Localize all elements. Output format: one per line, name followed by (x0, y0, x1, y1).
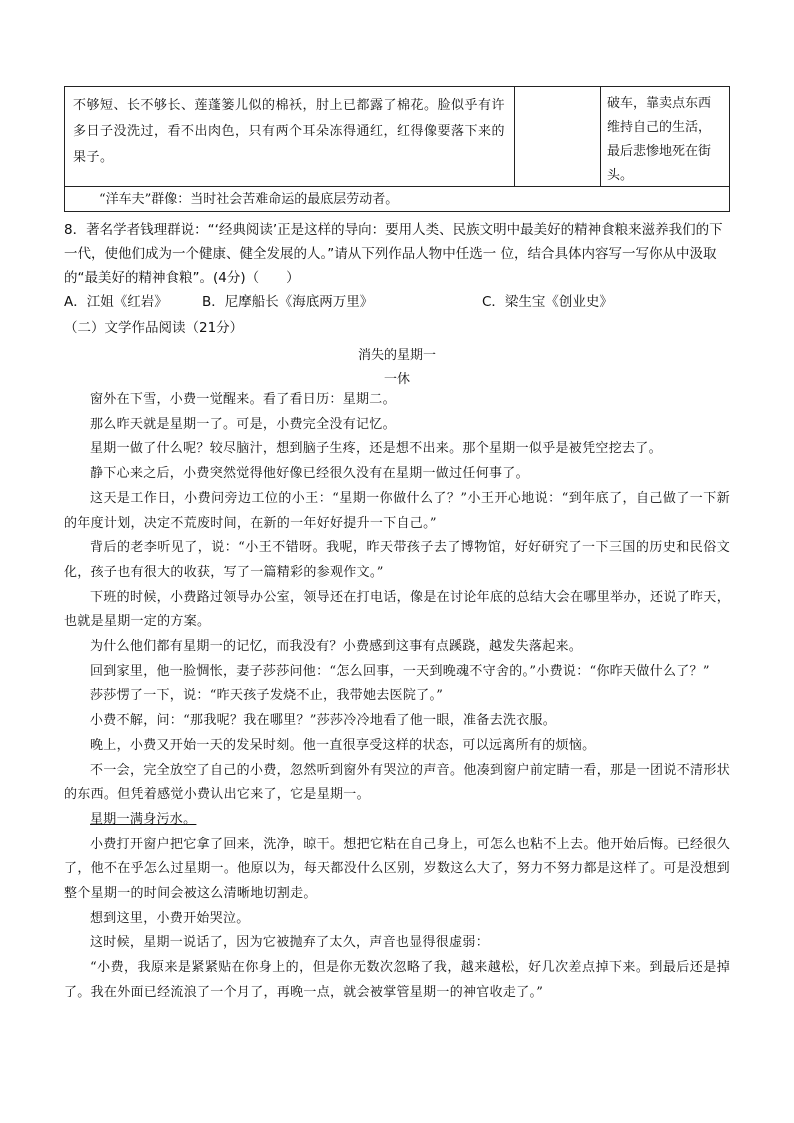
story-paragraph: 回到家里，他一脸惆怅，妻子莎莎问他：“怎么回事，一天到晚魂不守舍的。”小费说：“你昨天做什么了？” (90, 663, 710, 679)
character-table (64, 86, 730, 212)
table-row (65, 87, 729, 187)
section-header: （二）文学作品阅读（21分） (64, 320, 244, 336)
story-paragraph: 静下心来之后，小费突然觉得他好像已经很久没有在星期一做过任何事了。 (90, 466, 529, 482)
story-paragraph: 下班的时候，小费路过领导办公室，领导还在打电话，像是在讨论年底的总结大会在哪里举办，还说了昨天，也就是星期一定的方案。 (64, 589, 730, 630)
underlined-sentence: 星期一满身污水。 (90, 811, 197, 827)
question-8-stem: 8．著名学者钱理群说：“‘经典阅读’正是这样的导向：要用人类、民族文明中最美好的精神食粮来滋养我们的下一代，使他们成为一个健康、健全发展的人。”请从下列作品人物中任选一 位，结合具体内容写一写你从中汲取的“最美好的精神食粮”。(4分)（ ） (64, 222, 723, 286)
story-paragraph: 那么昨天就是星期一了。可是，小费完全没有记忆。 (90, 416, 396, 432)
story-author: 一休 (383, 372, 410, 387)
story-paragraph: 窗外在下雪，小费一觉醒来。看了看日历：星期二。 (90, 392, 396, 407)
story-paragraph: 背后的老李听见了，说：“小王不错呀。我呢，昨天带孩子去了博物馆，好好研究了一下三国的历史和民俗文化，孩子也有很大的收获，写了一篇精彩的参观作文。” (64, 540, 730, 580)
story-paragraph-underlined (64, 808, 730, 833)
story-paragraph: 为什么他们都有星期一的记忆，而我没有？小费感到这事有点蹊跷，越发失落起来。 (90, 639, 583, 655)
option-c: C．梁生宝《创业史》 (482, 294, 613, 310)
story-body (64, 388, 730, 1006)
story-paragraph: 小费不解，问：“那我呢？我在哪里？”莎莎冷冷地看了他一眼，准备去洗衣服。 (90, 713, 557, 729)
story-paragraph: 莎莎愣了一下，说：“昨天孩子发烧不止，我带她去医院了。” (90, 688, 444, 704)
story-paragraph: 星期一做了什么呢？较尽脑汁，想到脑子生疼，还是想不出来。那个星期一似乎是被凭空挖去了。 (90, 441, 662, 457)
option-b: B．尼摩船长《海底两万里》 (202, 294, 374, 310)
story-paragraph: 晚上，小费又开始一天的发呆时刻。他一直很享受这样的状态，可以远离所有的烦恼。 (90, 737, 596, 753)
table-footer-row: “洋车夫”群像：当时社会苦难命运的最底层劳动者。 (99, 192, 399, 207)
story-paragraph: 不一会，完全放空了自己的小费，忽然听到窗外有哭泣的声音。他凑到窗户前定睛一看，那是一团说不清形状的东西。但凭着感觉小费认出它来了，它是星期一。 (64, 762, 730, 803)
story-paragraph: 想到这里，小费开始哭泣。 (90, 910, 250, 926)
table-cell-description: 不够短、长不够长、莲蓬篓儿似的棉袄，肘上已都露了棉花。脸似乎有许多日子没洗过，看不出肉色，只有两个耳朵冻得通红，红得像要落下来的果子。 (65, 87, 515, 186)
table-cell-empty (515, 87, 601, 186)
story-paragraph: 这时候，星期一说话了，因为它被抛弃了太久，声音也显得很虚弱： (90, 935, 490, 951)
story-title: 消失的星期一 (357, 348, 436, 363)
table-cell-fate: 破车，靠卖点东西维持自己的生活，最后悲惨地死在街头。 (607, 96, 712, 183)
option-a: A．江姐《红岩》 (64, 294, 168, 310)
story-paragraph: 这天是工作日，小费问旁边工位的小王：“星期一你做什么了？”小王开心地说：“到年底了，自己做了一下新的年度计划，决定不荒废时间，在新的一年好好提升一下自己。” (64, 490, 730, 531)
question-8-options (64, 290, 730, 314)
story-paragraph: “小费，我原来是紧紧贴在你身上的，但是你无数次忽略了我，越来越松，好几次差点掉下来。到最后还是掉了。我在外面已经流浪了一个月了，再晚一点，就会被掌管星期一的神官收走了。” (64, 960, 730, 1000)
story-paragraph: 小费打开窗户把它拿了回来，洗净，晾干。想把它粘在自己身上，可怎么也粘不上去。他开始后悔。已经很久了，他不在乎怎么过星期一。他原以为，每天都没什么区别，岁数这么大了，努力不努力都是这样了。可是没想到整个星期一的时间会被这么清晰地切割走。 (64, 836, 730, 902)
